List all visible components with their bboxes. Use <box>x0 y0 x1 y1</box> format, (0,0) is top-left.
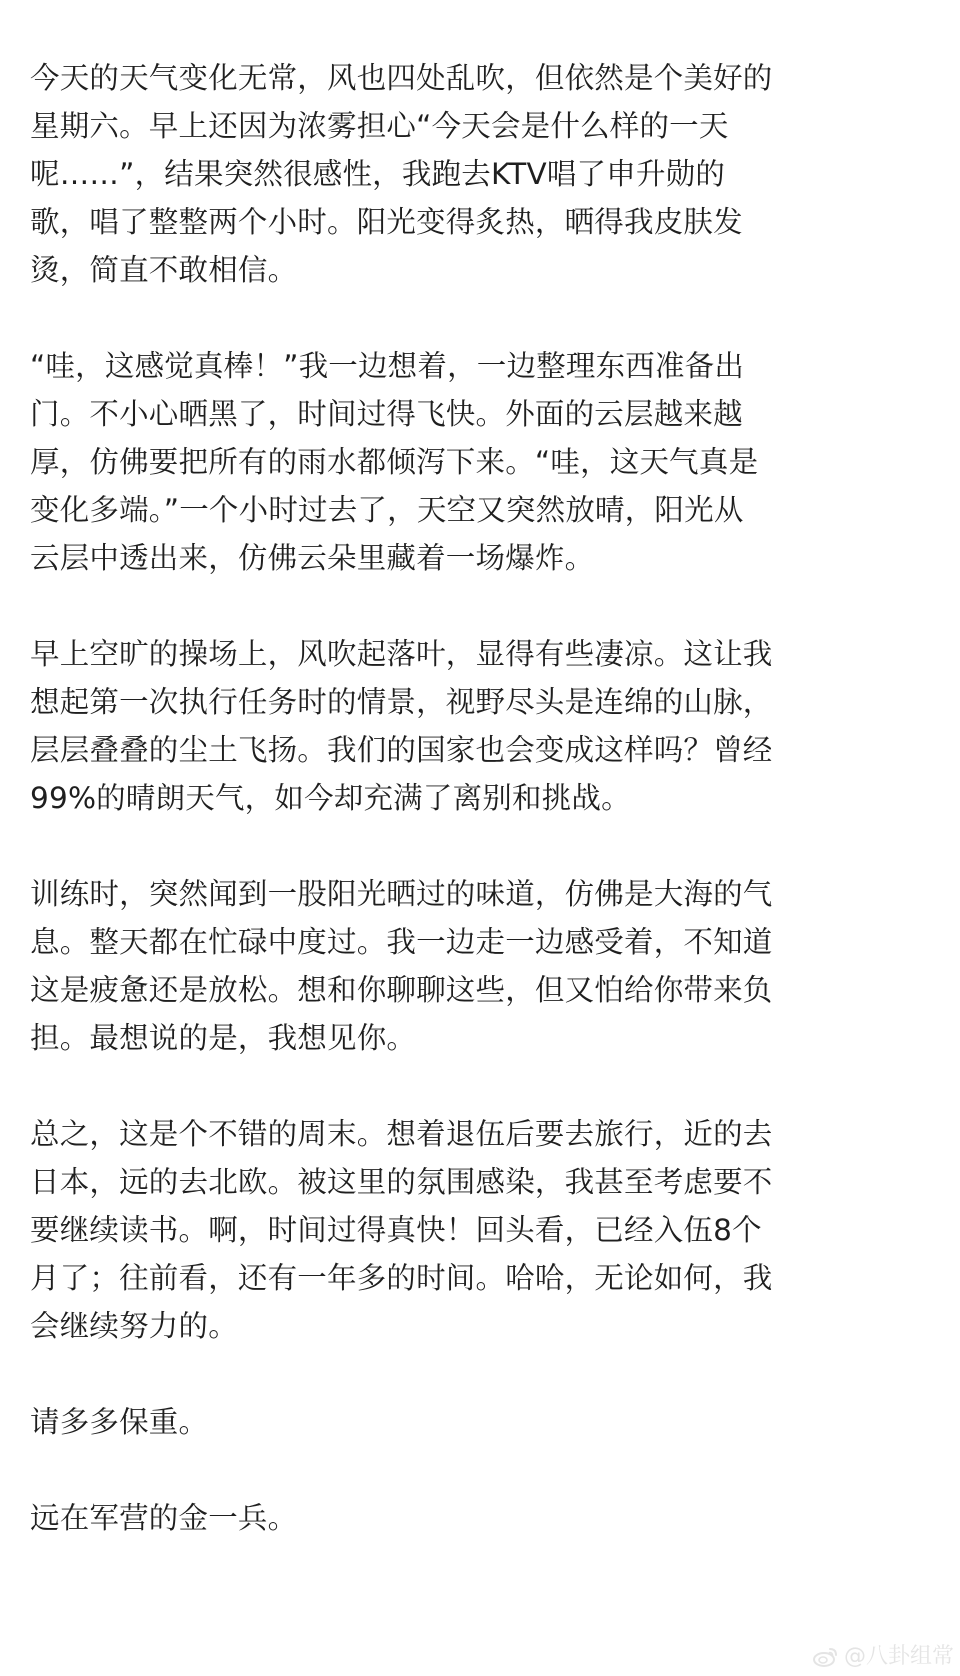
weibo-watermark <box>812 1644 954 1670</box>
text-line: 歌，唱了整整两个小时。阳光变得炙热，晒得我皮肤发 <box>30 205 743 239</box>
text-line: 呢……”，结果突然很感性，我跑去KTV唱了申升勋的 <box>30 157 726 191</box>
text-line: 99%的晴朗天气，如今却充满了离别和挑战。 <box>30 781 631 815</box>
text-line: 担。最想说的是，我想见你。 <box>30 1021 417 1055</box>
text-line: 远在军营的金一兵。 <box>30 1501 298 1535</box>
text-line: 这是疲惫还是放松。想和你聊聊这些，但又怕给你带来负 <box>30 973 773 1007</box>
text-line: 星期六。早上还因为浓雾担心“今天会是什么样的一天 <box>30 109 729 143</box>
text-line: 早上空旷的操场上，风吹起落叶，显得有些凄凉。这让我 <box>30 637 773 671</box>
text-line: 息。整天都在忙碌中度过。我一边走一边感受着，不知道 <box>30 925 773 959</box>
text-line: 今天的天气变化无常，风也四处乱吹，但依然是个美好的 <box>30 61 773 95</box>
text-line: 烫，简直不敢相信。 <box>30 253 298 287</box>
text-line: 训练时，突然闻到一股阳光晒过的味道，仿佛是大海的气 <box>30 877 773 911</box>
text-line: 层层叠叠的尘土飞扬。我们的国家也会变成这样吗？曾经 <box>30 733 773 767</box>
text-line: 会继续努力的。 <box>30 1309 238 1343</box>
text-line: 月了；往前看，还有一年多的时间。哈哈，无论如何，我 <box>30 1261 773 1295</box>
text-line: 想起第一次执行任务时的情景，视野尽头是连绵的山脉， <box>30 685 773 719</box>
text-line: 变化多端。”一个小时过去了，天空又突然放晴，阳光从 <box>30 493 744 527</box>
weibo-icon <box>812 1646 838 1668</box>
text-line: “哇，这感觉真棒！”我一边想着，一边整理东西准备出 <box>30 349 745 383</box>
text-line: 日本，远的去北欧。被这里的氛围感染，我甚至考虑要不 <box>30 1165 773 1199</box>
text-line: 厚，仿佛要把所有的雨水都倾泻下来。“哇，这天气真是 <box>30 445 759 479</box>
text-line: 门。不小心晒黑了，时间过得飞快。外面的云层越来越 <box>30 397 743 431</box>
text-line: 总之，这是个不错的周末。想着退伍后要去旅行，近的去 <box>30 1117 773 1151</box>
text-line: 云层中透出来，仿佛云朵里藏着一场爆炸。 <box>30 541 595 575</box>
text-line: 要继续读书。啊，时间过得真快！回头看，已经入伍8个 <box>30 1213 762 1247</box>
watermark-text: @八卦组常 <box>843 1644 954 1669</box>
text-line: 请多多保重。 <box>30 1405 209 1439</box>
